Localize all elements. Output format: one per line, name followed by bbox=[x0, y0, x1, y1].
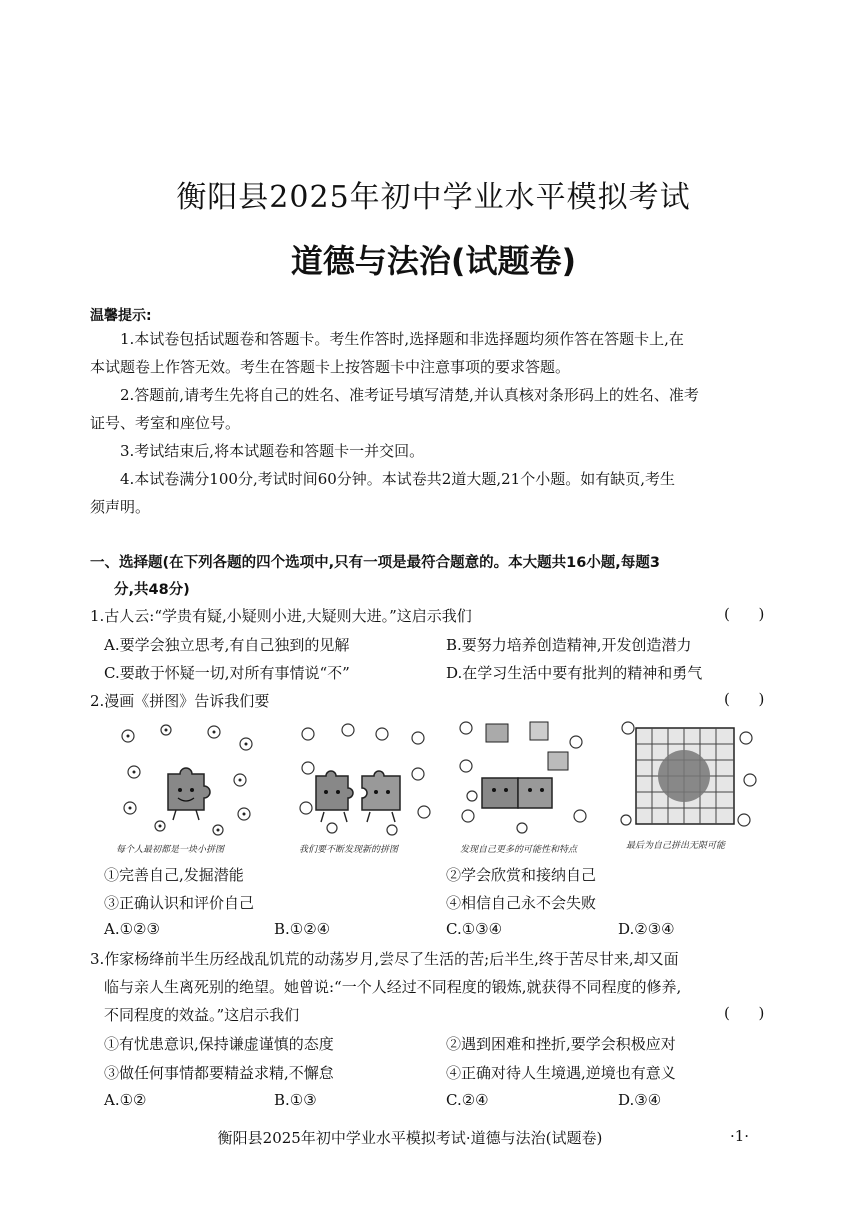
comic-panel-3 bbox=[452, 716, 592, 842]
q1-stem: 1.古人云:“学贵有疑,小疑则小进,大疑则大进。”这启示我们 bbox=[90, 607, 472, 625]
q3-answer-paren: ( ) bbox=[724, 1004, 765, 1022]
q2-item-3: ③正确认识和评价自己 bbox=[104, 894, 255, 912]
q3-item-1: ①有忧患意识,保持谦虚谨慎的态度 bbox=[104, 1035, 334, 1053]
q1-option-a: A.要学会独立思考,有自己独到的见解 bbox=[104, 636, 350, 654]
notice-line: 1.本试卷包括试题卷和答题卡。考生作答时,选择题和非选择题均须作答在答题卡上,在 bbox=[120, 330, 684, 348]
q1-option-d: D.在学习生活中要有批判的精神和勇气 bbox=[446, 664, 703, 682]
q2-item-4: ④相信自己永不会失败 bbox=[446, 894, 597, 912]
exam-title: 衡阳县2025年初中学业水平模拟考试 bbox=[176, 180, 691, 215]
comic-caption-4: 最后为自己拼出无限可能 bbox=[626, 841, 726, 851]
comic-caption-1: 每个人最初都是一块小拼图 bbox=[116, 845, 225, 855]
comic-caption-3: 发现自己更多的可能性和特点 bbox=[460, 845, 578, 855]
notice-line: 4.本试卷满分100分,考试时间60分钟。本试卷共2道大题,21个小题。如有缺页,考生 bbox=[120, 470, 675, 488]
q1-option-b: B.要努力培养创造精神,开发创造潜力 bbox=[446, 636, 692, 654]
notice-heading: 温馨提示: bbox=[90, 308, 152, 324]
page-footer: 衡阳县2025年初中学业水平模拟考试·道德与法治(试题卷) bbox=[217, 1129, 603, 1147]
page-number: ·1· bbox=[730, 1127, 750, 1145]
q2-option-c: C.①③④ bbox=[446, 920, 503, 938]
q2-item-1: ①完善自己,发掘潜能 bbox=[104, 866, 244, 884]
q3-item-2: ②遇到困难和挫折,要学会积极应对 bbox=[446, 1035, 676, 1053]
q2-answer-paren: ( ) bbox=[724, 690, 765, 708]
q3-stem-cont: 不同程度的效益。”这启示我们 bbox=[104, 1006, 300, 1024]
subject-title: 道德与法治(试题卷) bbox=[290, 242, 577, 280]
q3-item-4: ④正确对待人生境遇,逆境也有意义 bbox=[446, 1064, 676, 1082]
notice-line: 本试题卷上作答无效。考生在答题卡上按答题卡中注意事项的要求答题。 bbox=[90, 358, 571, 376]
q2-option-b: B.①②④ bbox=[274, 920, 331, 938]
notice-line: 3.考试结束后,将本试题卷和答题卡一并交回。 bbox=[120, 442, 425, 460]
q1-option-c: C.要敢于怀疑一切,对所有事情说“不” bbox=[104, 664, 350, 682]
notice-line: 须声明。 bbox=[90, 498, 151, 516]
q3-option-b: B.①③ bbox=[274, 1091, 317, 1109]
q2-option-a: A.①②③ bbox=[104, 920, 160, 938]
comic-caption-2: 我们要不断发现新的拼图 bbox=[299, 845, 399, 855]
comic-panel-4 bbox=[618, 716, 758, 842]
comic-panel-1 bbox=[114, 722, 262, 840]
q3-option-d: D.③④ bbox=[618, 1091, 662, 1109]
section-heading-cont: 分,共48分) bbox=[114, 582, 190, 598]
notice-line: 证号、考室和座位号。 bbox=[90, 414, 241, 432]
q3-stem: 3.作家杨绛前半生历经战乱饥荒的动荡岁月,尝尽了生活的苦;后半生,终于苦尽甘来,却又面 bbox=[90, 950, 679, 968]
notice-line: 2.答题前,请考生先将自己的姓名、准考证号填写清楚,并认真核对条形码上的姓名、准考 bbox=[120, 386, 699, 404]
q3-stem-cont: 临与亲人生离死别的绝望。她曾说:“一个人经过不同程度的锻炼,就获得不同程度的修养, bbox=[104, 978, 682, 996]
q1-answer-paren: ( ) bbox=[724, 605, 765, 623]
section-heading: 一、选择题(在下列各题的四个选项中,只有一项是最符合题意的。本大题共16小题,每题3 bbox=[90, 555, 660, 571]
q3-option-a: A.①② bbox=[104, 1091, 147, 1109]
q3-item-3: ③做任何事情都要精益求精,不懈怠 bbox=[104, 1064, 334, 1082]
q2-option-d: D.②③④ bbox=[618, 920, 675, 938]
q2-item-2: ②学会欣赏和接纳自己 bbox=[446, 866, 597, 884]
comic-panel-2 bbox=[292, 718, 434, 842]
q2-stem: 2.漫画《拼图》告诉我们要 bbox=[90, 692, 270, 710]
q3-option-c: C.②④ bbox=[446, 1091, 489, 1109]
